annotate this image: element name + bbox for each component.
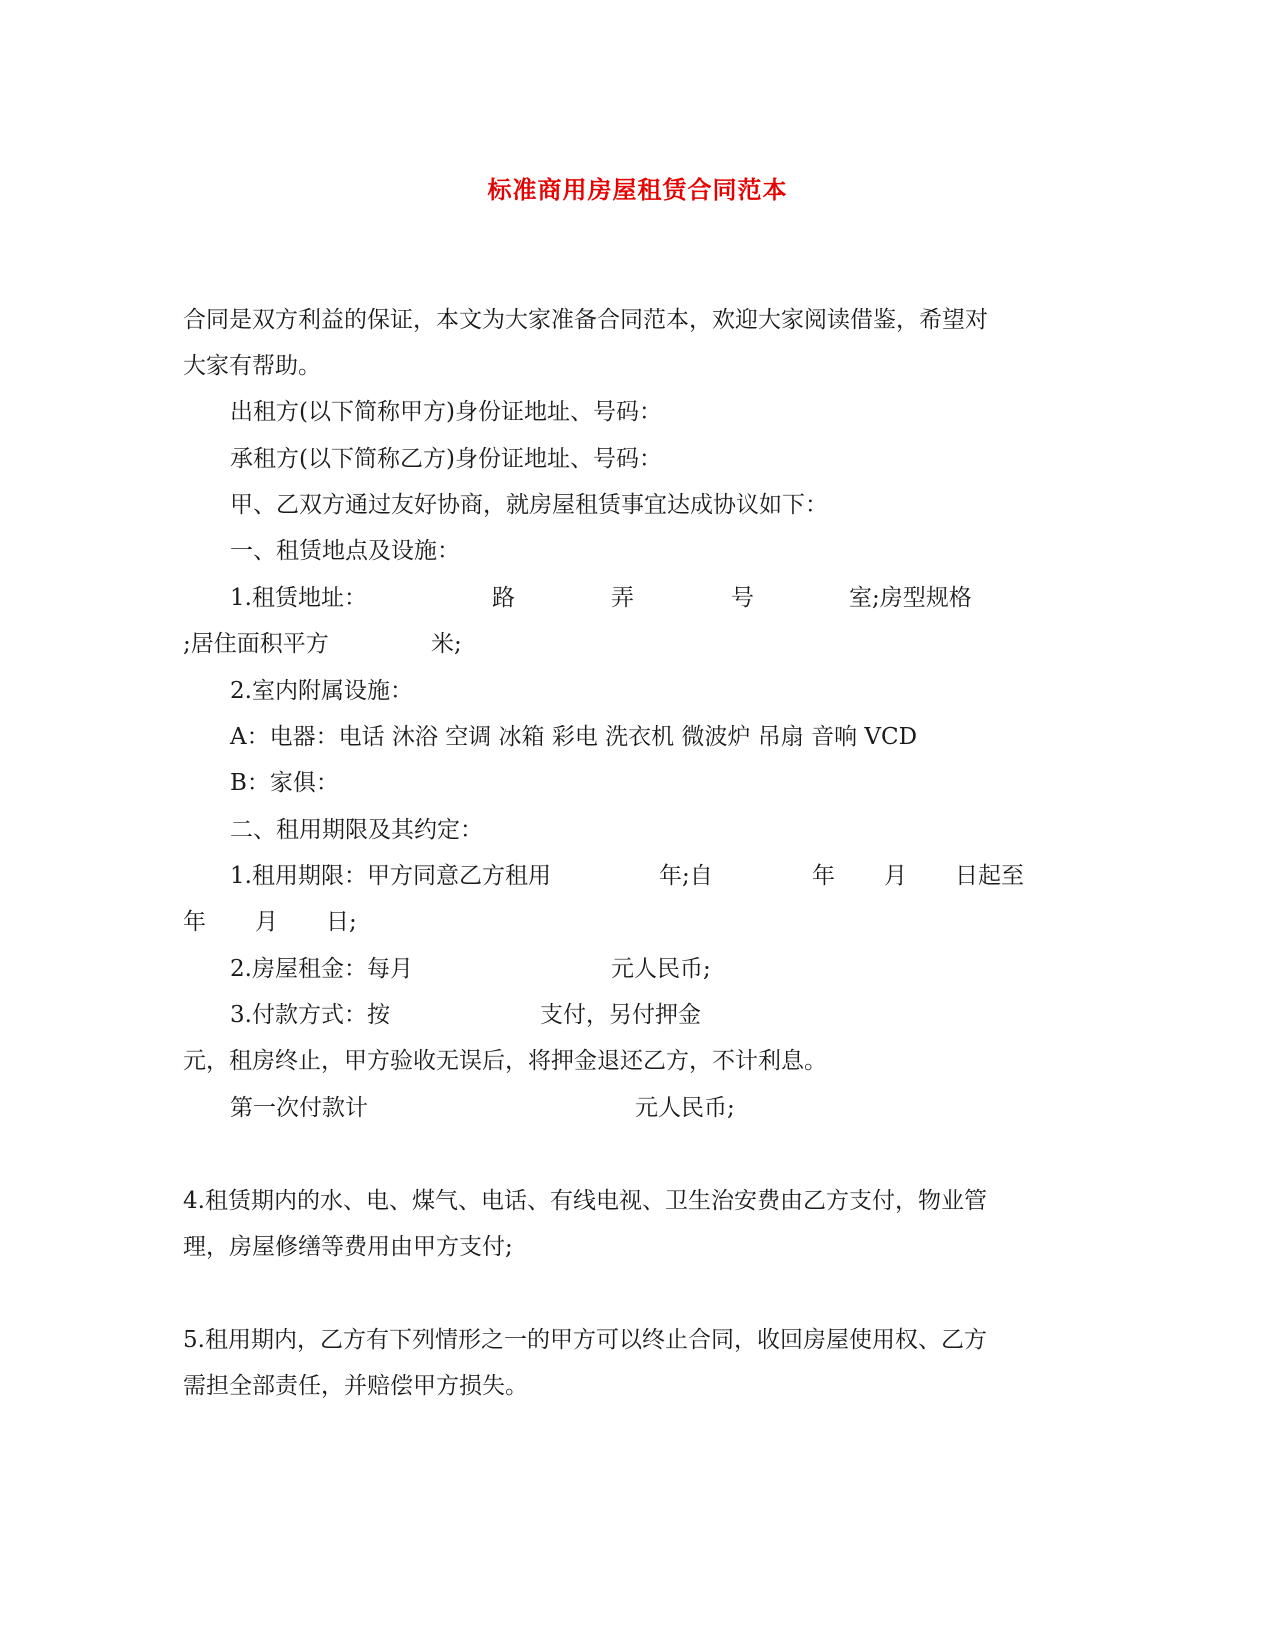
rent-label: 2.房屋租金：每月 (230, 956, 413, 982)
living-area-label: ;居住面积平方 (183, 631, 329, 657)
facilities-line: 2.室内附属设施： (230, 678, 413, 704)
lane-label: 弄 (611, 585, 634, 611)
payment-label: 3.付款方式：按 (230, 1002, 390, 1028)
clause-4-line-1: 4.租赁期内的水、电、煤气、电话、有线电视、卫生治安费由乙方支付，物业管 (183, 1188, 987, 1214)
section-2-heading: 二、租用期限及其约定： (230, 817, 483, 843)
lessee-line: 承租方(以下简称乙方)身份证地址、号码： (230, 446, 662, 472)
rental-address-label: 1.租赁地址： (230, 585, 367, 611)
start-day-to: 日起至 (955, 863, 1024, 889)
start-year: 年 (812, 863, 835, 889)
lease-years-from: 年;自 (659, 863, 713, 889)
intro-line-1: 合同是双方利益的保证，本文为大家准备合同范本，欢迎大家阅读借鉴，希望对 (183, 307, 988, 333)
start-month: 月 (884, 863, 907, 889)
lessor-line: 出租方(以下简称甲方)身份证地址、号码： (230, 399, 662, 425)
area-unit: 米; (431, 631, 462, 657)
document-title: 标准商用房屋租赁合同范本 (487, 176, 788, 204)
payment-deposit: 支付，另付押金 (540, 1002, 701, 1028)
intro-line-2: 大家有帮助。 (183, 353, 321, 379)
clause-5-line-2: 需担全部责任，并赔偿甲方损失。 (183, 1373, 528, 1399)
end-year: 年 (183, 909, 206, 935)
appliances-line: A：电器：电话 沐浴 空调 冰箱 彩电 洗衣机 微波炉 吊扇 音响 VCD (230, 724, 918, 750)
clause-5-line-1: 5.租用期内，乙方有下列情形之一的甲方可以终止合同，收回房屋使用权、乙方 (183, 1327, 987, 1353)
rent-unit: 元人民币; (611, 956, 711, 982)
room-label: 室;房型规格 (849, 585, 972, 611)
agreement-line: 甲、乙双方通过友好协商，就房屋租赁事宜达成协议如下： (230, 492, 828, 518)
road-label: 路 (492, 585, 515, 611)
first-payment-label: 第一次付款计 (230, 1095, 368, 1121)
end-day: 日; (326, 909, 357, 935)
end-month: 月 (255, 909, 278, 935)
lease-term-label: 1.租用期限：甲方同意乙方租用 (230, 863, 551, 889)
clause-4-line-2: 理，房屋修缮等费用由甲方支付; (183, 1234, 513, 1260)
deposit-refund-line: 元，租房终止，甲方验收无误后，将押金退还乙方，不计利息。 (183, 1048, 827, 1074)
first-payment-unit: 元人民币; (635, 1095, 735, 1121)
number-label: 号 (731, 585, 754, 611)
furniture-line: B：家俱： (230, 770, 339, 796)
section-1-heading: 一、租赁地点及设施： (230, 538, 460, 564)
